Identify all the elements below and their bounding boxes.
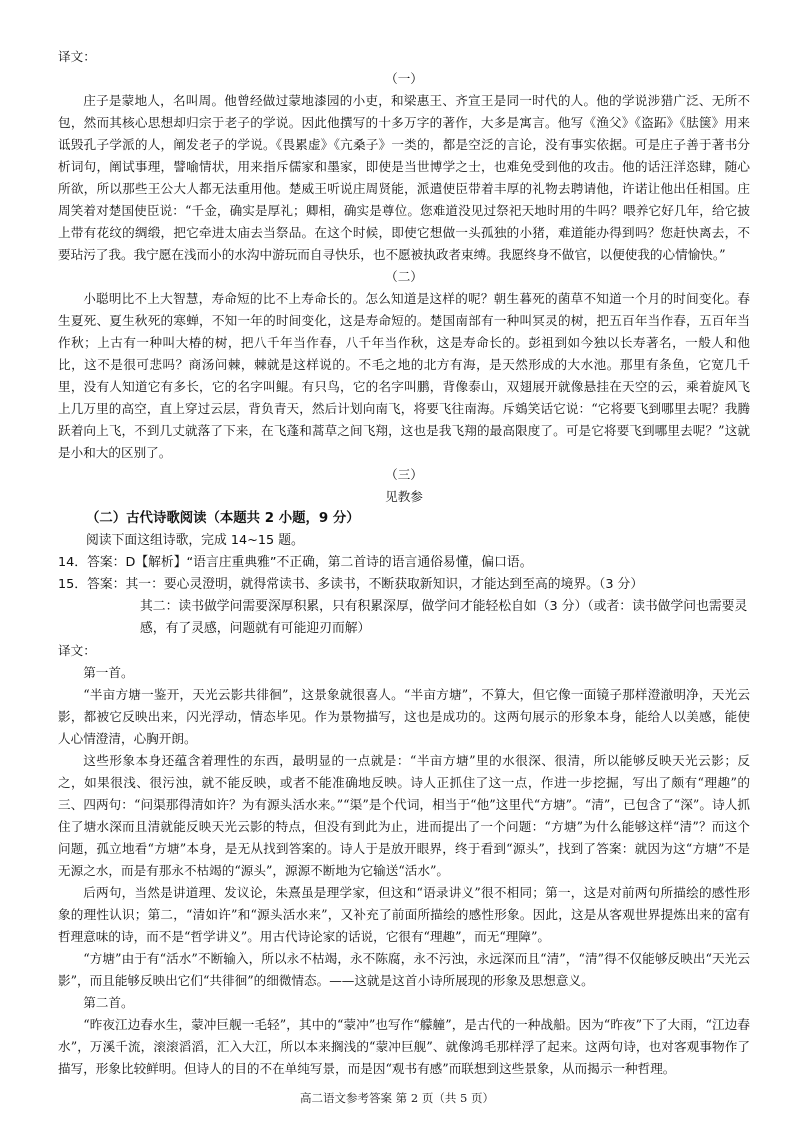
answer-document [58,46,750,1080]
section-heading-poetry: （二）古代诗歌阅读（本题共 2 小题，9 分） [86,511,360,526]
answer-14: 14．答案：D【解析】“语言庄重典雅”不正确，第二首诗的语言通俗易懂，偏口语。 [58,555,533,570]
poem-two-paragraph-1: “昨夜江边春水生，蒙冲巨舰一毛轻”，其中的“蒙冲”也写作“艨艟”，是古代的一种战船。因为“昨夜”下了大雨，“江边春水”，万溪千流，滚滚滔滔，汇入大江，所以本来搁浅的“蒙冲巨舰”、就像鸿毛那样浮了起来。这两句诗，也对客观事物作了描写，形象比较鲜明。但诗人的目的不在单纯写景，而是因“观书有感”而联想到这些景象，从而揭示一种哲理。 [58,1017,750,1076]
page-footer: 高二语文参考答案 第 2 页（共 5 页） [300,1091,494,1105]
answer-15-line1: 15．答案：其一：要心灵澄明，就得常读书、多读书，不断获取新知识，才能达到至高的境界。（3 分） [58,577,644,592]
translation-label-2: 译文： [58,643,96,658]
part-one-marker: （一） [385,71,423,86]
translation-label: 译文： [58,49,96,64]
part-three-text: 见教参 [385,489,423,504]
poem-one-label: 第一首。 [83,665,134,680]
section-instruction: 阅读下面这组诗歌，完成 14~15 题。 [86,533,304,548]
poem-one-paragraph-1: “半亩方塘一鉴开，天光云影共徘徊”，这景象就很喜人。“半亩方塘”，不算大，但它像一面镜子那样澄澈明净，天光云影，都被它反映出来，闪光浮动，情态毕见。作为景物描写，这也是成功的。这两句展示的形象本身，能给人以美感，能使人心情澄清，心胸开朗。 [58,687,750,746]
part-three-marker: （三） [385,467,423,482]
part-two-paragraph: 小聪明比不上大智慧，寿命短的比不上寿命长的。怎么知道是这样的呢？朝生暮死的菌草不知道一个月的时间变化。春生夏死、夏生秋死的寒蝉，不知一年的时间变化，这是寿命短的。楚国南部有一种叫冥灵的树，把五百年当作春，五百年当作秋；上古有一种叫大椿的树，把八千年当作春，八千年当作秋，这是寿命长的。彭祖到如今独以长寿著名，一般人和他比，这不是很可悲吗？商汤问棘，棘就是这样说的。不毛之地的北方有海，是天然形成的大水池。那里有条鱼，它宽几千里，没有人知道它有多长，它的名字叫鲲。有只鸟，它的名字叫鹏，背像泰山，双翅展开就像悬挂在天空的云，乘着旋风飞上几万里的高空，直上穿过云层，背负青天，然后计划向南飞，将要飞往南海。斥鴳笑话它说：“它将要飞到哪里去呢？我腾跃着向上飞，不到几丈就落了下来，在飞蓬和蒿草之间飞翔，这也是我飞翔的最高限度了。可是它将要飞到哪里去呢？”这就是小和大的区别了。 [58,291,750,460]
answer-15-line2: 其二：读书做学问需要深厚积累，只有积累深厚，做学问才能轻松自如（3 分）（或者：读书做学问也需要灵感，有了灵感，问题就有可能迎刃而解） [140,599,748,636]
poem-one-paragraph-2: 这些形象本身还蕴含着理性的东西，最明显的一点就是：“半亩方塘”里的水很深、很清，所以能够反映天光云影；反之，如果很浅、很污浊，就不能反映，或者不能准确地反映。诗人正抓住了这一点，作进一步挖掘，写出了颇有“理趣”的三、四两句：“问渠那得清如许？为有源头活水来。”“渠”是个代词，相当于“他”这里代“方塘”。“清”，已包含了“深”。诗人抓住了塘水深而且清就能反映天光云影的特点，但没有到此为止，进而提出了一个问题：“方塘”为什么能够这样“清”？而这个问题，孤立地看“方塘”本身，是无从找到答案的。诗人于是放开眼界，终于看到“源头”，找到了答案：就因为这“方塘”不是无源之水，而是有那永不枯竭的“源头”，源源不断地为它输送“活水”。 [58,753,750,878]
poem-one-paragraph-4: “方塘”由于有“活水”不断输入，所以永不枯竭，永不陈腐，永不污浊，永远深而且“清”，“清”得不仅能够反映出“天光云影”，而且能够反映出它们“共徘徊”的细微情态。——这就是这首小诗所展现的形象及思想意义。 [58,951,750,988]
poem-two-label: 第二首。 [83,995,134,1010]
part-one-paragraph: 庄子是蒙地人，名叫周。他曾经做过蒙地漆园的小吏，和梁惠王、齐宣王是同一时代的人。他的学说涉猎广泛、无所不包，然而其核心思想却归宗于老子的学说。因此他撰写的十多万字的著作，大多是寓言。他写《渔父》《盗跖》《胠箧》用来诋毁孔子学派的人，阐发老子的学说。《畏累虚》《亢桑子》一类的，都是空泛的言论，没有事实依据。可是庄子善于著书分析词句，阐试事理，譬喻情状，用来指斥儒家和墨家，即使是当世博学之士，也难免受到他的攻击。他的话汪洋恣肆，随心所欲，所以那些王公大人都无法重用他。楚威王听说庄周贤能，派遣使臣带着丰厚的礼物去聘请他，许诺让他出任相国。庄周笑着对楚国使臣说：“千金，确实是厚礼；卿相，确实是尊位。您难道没见过祭祀天地时用的牛吗？喂养它好几年，给它披上带有花纹的绸缎，把它牵进太庙去当祭品。在这个时候，即使它想做一头孤独的小猪，难道能办得到吗？您赶快离去，不要玷污了我。我宁愿在浅而小的水沟中游玩而自寻快乐，也不愿被执政者束缚。我愿终身不做官，以便使我的心情愉快。” [58,93,750,262]
poem-one-paragraph-3: 后两句，当然是讲道理、发议论，朱熹虽是理学家，但这和“语录讲义”很不相同；第一，这是对前两句所描绘的感性形象的理性认识；第二，“清如许”和“源头活水来”，又补充了前面所描绘的感性形象。因此，这是从客观世界提炼出来的富有哲理意味的诗，而不是“哲学讲义”。用古代诗论家的话说，它很有“理趣”，而无“理障”。 [58,885,750,944]
part-two-marker: （二） [385,269,423,284]
